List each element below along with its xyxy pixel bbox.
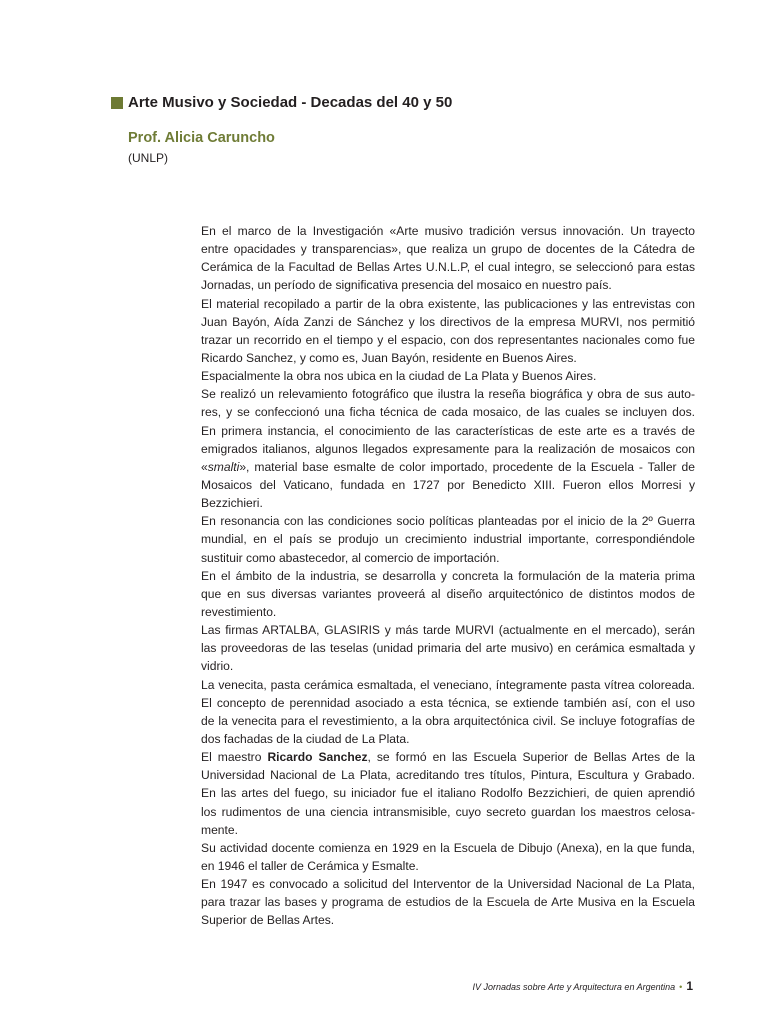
body-line xyxy=(201,276,695,294)
body-line xyxy=(201,258,695,276)
page-footer xyxy=(473,979,693,993)
text-run: Ricardo Sanchez, y como es, Juan Bayón, residente en Buenos Aires. xyxy=(201,350,577,365)
body-line xyxy=(201,476,695,494)
body-line xyxy=(201,585,695,603)
body-line xyxy=(201,621,695,639)
body-line xyxy=(201,367,695,385)
body-line xyxy=(201,784,695,802)
body-line xyxy=(201,240,695,258)
footer-bullet: • xyxy=(679,982,683,992)
text-run: El concepto de perennidad asociado a esta técnica, se extiende también así, con el uso xyxy=(201,695,695,710)
body-line xyxy=(201,730,695,748)
body-line xyxy=(201,875,695,893)
text-run: Mosaicos del Vaticano, fundada en 1727 por Benedicto XIII. Fueron ellos Morresi y xyxy=(201,477,695,492)
text-run: emigrados italianos, algunos llegados expresamente para la realización de mosaicos con xyxy=(201,441,695,456)
text-run: Juan Bayón, Aída Zanzi de Sánchez y los directivos de la empresa MURVI, nos permitió xyxy=(201,314,695,329)
author-name: Prof. Alicia Caruncho xyxy=(128,130,275,146)
body-line xyxy=(201,893,695,911)
body-line xyxy=(201,349,695,367)
text-run: Jornadas, un período de significativa presencia del mosaico en nuestro país. xyxy=(201,278,612,293)
italic-text: smalti xyxy=(207,459,240,474)
text-run: Espacialmente la obra nos ubica en la ciudad de La Plata y Buenos Aires. xyxy=(201,369,597,384)
text-run: Se realizó un relevamiento fotográfico que ilustra la reseña biográfica y obra de sus auto- xyxy=(201,387,695,402)
body-line xyxy=(201,295,695,313)
body-line xyxy=(201,821,695,839)
text-run: En 1947 es convocado a solicitud del Interventor de la Universidad Nacional de La Plata, xyxy=(201,877,695,892)
text-run: , se formó en las Escuela Superior de Bellas Artes de la xyxy=(367,750,695,765)
title-row xyxy=(111,94,452,111)
text-run: que en sus diversas variantes proveerá al diseño arquitectónico de distintos modos de xyxy=(201,586,695,601)
body-line xyxy=(201,803,695,821)
text-run: las proveedoras de las teselas (unidad primaria del arte musivo) en cerámica esmaltada y xyxy=(201,641,695,656)
body-line xyxy=(201,857,695,875)
text-run: entre opacidades y transparencias», que realiza un grupo de docentes de la Cátedra de xyxy=(201,242,695,257)
page-number: 1 xyxy=(686,979,693,993)
body-text xyxy=(201,222,695,929)
body-line xyxy=(201,766,695,784)
text-run: En resonancia con las condiciones socio políticas planteadas por el inicio de la 2º Guerra xyxy=(201,514,695,529)
body-line xyxy=(201,331,695,349)
author-affiliation: (UNLP) xyxy=(128,151,169,165)
text-run: Universidad Nacional de La Plata, acreditando tres títulos, Pintura, Escultura y Grabado. xyxy=(201,768,695,783)
text-run: « xyxy=(201,459,208,474)
body-line xyxy=(201,911,695,929)
bold-text: Ricardo Sanchez xyxy=(267,750,368,765)
text-run: Cerámica de la Facultad de Bellas Artes U.N.L.P, el cual integro, se seleccionó para estas xyxy=(201,260,695,275)
body-line xyxy=(201,222,695,240)
text-run: sustituir como abastecedor, al comercio de importación. xyxy=(201,550,500,565)
text-run: Superior de Bellas Artes. xyxy=(201,913,335,928)
body-line xyxy=(201,313,695,331)
text-run: para trazar las bases y programa de estudios de la Escuela de Arte Musiva en la Escuela xyxy=(201,895,695,910)
text-run: El maestro xyxy=(201,750,268,765)
text-run: de la venecita para el revestimiento, a la obra arquitectónica civil. Se incluye fotografías de xyxy=(201,713,695,728)
text-run: en 1946 el taller de Cerámica y Esmalte. xyxy=(201,858,419,873)
body-line xyxy=(201,385,695,403)
body-line xyxy=(201,403,695,421)
body-line xyxy=(201,512,695,530)
body-line xyxy=(201,549,695,567)
body-line xyxy=(201,422,695,440)
text-run: los rudimentos de una ciencia intransmisible, cuyo secreto guardan los maestros celosa- xyxy=(201,804,695,819)
body-line xyxy=(201,657,695,675)
body-line xyxy=(201,567,695,585)
body-line xyxy=(201,839,695,857)
text-run: », material base esmalte de color importado, procedente de la Escuela - Taller de xyxy=(239,459,695,474)
body-line xyxy=(201,748,695,766)
body-line xyxy=(201,440,695,458)
text-run: mundial, en el país se produjo un crecimiento industrial importante, correspondiéndole xyxy=(201,532,695,547)
body-line xyxy=(201,603,695,621)
text-run: res, y se confeccionó una ficha técnica de cada mosaico, de las cuales se incluyen dos. xyxy=(201,405,695,420)
text-run: revestimiento. xyxy=(201,604,277,619)
body-line xyxy=(201,530,695,548)
body-line xyxy=(201,712,695,730)
body-line xyxy=(201,639,695,657)
text-run: mente. xyxy=(201,822,238,837)
text-run: Bezzichieri. xyxy=(201,496,263,511)
body-line xyxy=(201,494,695,512)
text-run: En las artes del fuego, su iniciador fue el italiano Rodolfo Bezzichieri, de quien aprendió xyxy=(201,786,695,801)
title-bullet-square xyxy=(111,97,123,109)
text-run: Las firmas ARTALBA, GLASIRIS y más tarde MURVI (actualmente en el mercado), serán xyxy=(201,623,695,638)
body-line xyxy=(201,458,695,476)
text-run: vidrio. xyxy=(201,659,234,674)
footer-text: IV Jornadas sobre Arte y Arquitectura en Argentina xyxy=(472,982,676,992)
page-title: Arte Musivo y Sociedad - Decadas del 40 y 50 xyxy=(128,94,453,111)
text-run: La venecita, pasta cerámica esmaltada, el veneciano, íntegramente pasta vítrea coloreada. xyxy=(201,677,695,692)
text-run: En el ámbito de la industria, se desarrolla y concreta la formulación de la materia prima xyxy=(201,568,695,583)
text-run: trazar un recorrido en el tiempo y el espacio, con dos representantes nacionales como fue xyxy=(201,332,695,347)
text-run: El material recopilado a partir de la obra existente, las publicaciones y las entrevistas con xyxy=(201,296,695,311)
body-line xyxy=(201,676,695,694)
text-run: En el marco de la Investigación «Arte musivo tradición versus innovación. Un trayecto xyxy=(201,224,695,238)
body-line xyxy=(201,694,695,712)
text-run: En primera instancia, el conocimiento de las características de este arte es a través de xyxy=(201,423,695,438)
text-run: Su actividad docente comienza en 1929 en la Escuela de Dibujo (Anexa), en la que funda, xyxy=(201,840,695,855)
text-run: dos fachadas de la ciudad de La Plata. xyxy=(201,731,410,746)
